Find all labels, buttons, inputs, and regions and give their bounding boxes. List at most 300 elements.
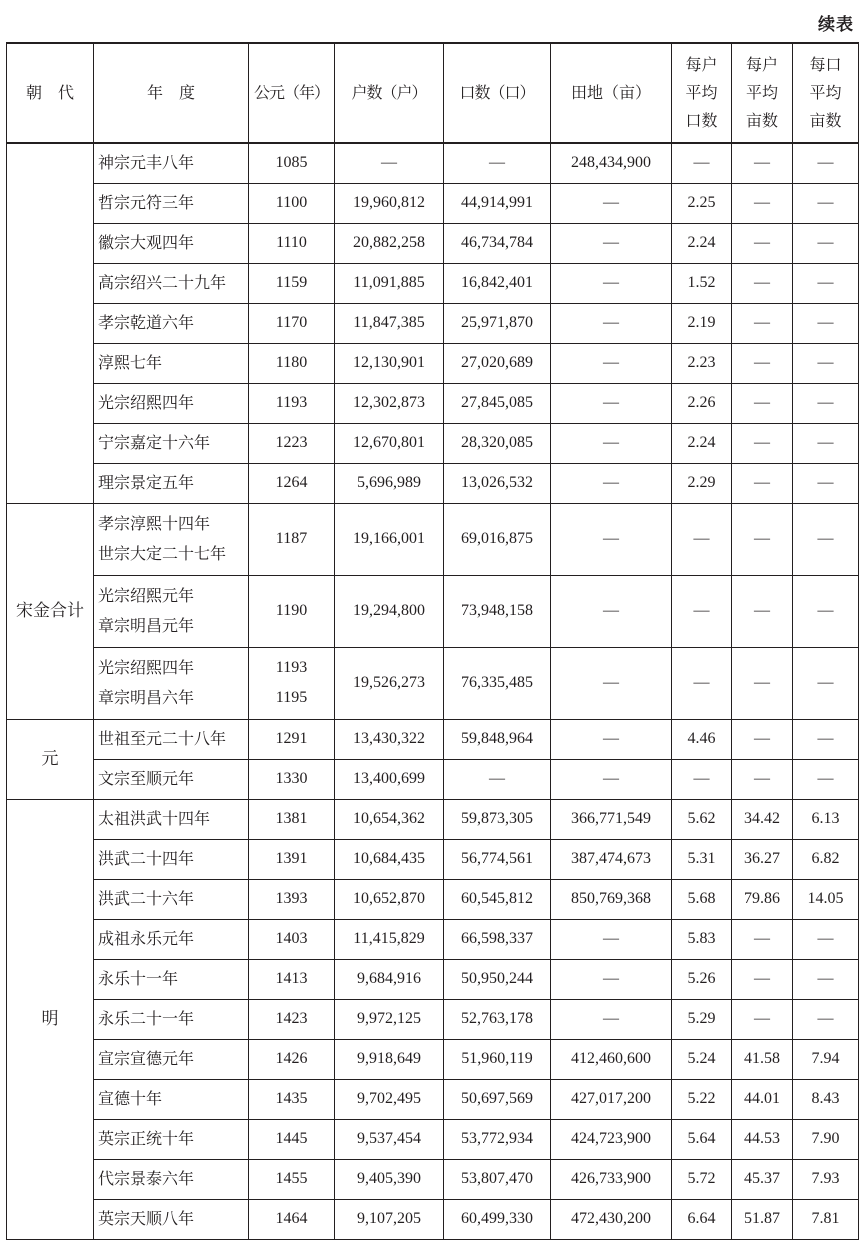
ad-year-line: 1180 [275,354,308,371]
ad-year-cell [249,959,335,999]
avg-land-per-household-cell: — [732,183,793,223]
avg-per-household-cell: 5.31 [672,839,732,879]
avg-per-household-cell: 5.83 [672,919,732,959]
households-cell: 19,166,001 [335,503,444,575]
year-name-cell [94,575,249,647]
households-cell: 19,960,812 [335,183,444,223]
households-cell: 10,684,435 [335,839,444,879]
land-cell: — [551,263,672,303]
ad-year-cell [249,183,335,223]
ad-year-line: 1291 [275,730,308,747]
header-line: 平均 [685,83,718,102]
table-row [7,719,859,759]
land-cell: 426,733,900 [551,1159,672,1199]
population-cell: 59,848,964 [444,719,551,759]
avg-land-per-household-cell: 44.01 [732,1079,793,1119]
year-name-line: 太祖洪武十四年 [98,809,211,828]
year-name-line: 理宗景定五年 [98,473,195,492]
ad-year-line: 1170 [275,314,308,331]
table-row [7,799,859,839]
year-name-cell [94,423,249,463]
year-name-cell [94,383,249,423]
ad-year-line: 1445 [275,1130,308,1147]
avg-land-per-household-cell: — [732,999,793,1039]
land-cell: 427,017,200 [551,1079,672,1119]
population-cell: 25,971,870 [444,303,551,343]
avg-land-per-person-cell: 7.81 [793,1199,859,1239]
ad-year-cell [249,223,335,263]
avg-land-per-person-cell: — [793,303,859,343]
year-name-line: 光宗绍熙四年 [98,393,195,412]
land-cell: — [551,303,672,343]
header-year: 年 度 [94,43,249,143]
avg-land-per-household-cell: — [732,343,793,383]
ad-year-line: 1393 [275,890,308,907]
households-cell: 11,091,885 [335,263,444,303]
avg-land-per-person-cell: — [793,423,859,463]
ad-year-line: 1193 [275,394,308,411]
population-cell: 60,499,330 [444,1199,551,1239]
households-cell: 9,702,495 [335,1079,444,1119]
header-land: 田地（亩） [551,43,672,143]
year-name-line: 宣德十年 [98,1089,163,1108]
population-cell: 53,772,934 [444,1119,551,1159]
households-cell: 9,537,454 [335,1119,444,1159]
year-name-cell [94,1039,249,1079]
avg-land-per-person-cell: — [793,343,859,383]
avg-per-household-cell: 5.62 [672,799,732,839]
avg-per-household-cell: — [672,503,732,575]
year-name-cell [94,263,249,303]
avg-land-per-person-cell: 6.13 [793,799,859,839]
avg-land-per-household-cell: — [732,423,793,463]
population-cell: 13,026,532 [444,463,551,503]
land-cell: 424,723,900 [551,1119,672,1159]
ad-year-cell [249,839,335,879]
population-cell: 60,545,812 [444,879,551,919]
ad-year-cell [249,799,335,839]
households-cell: 12,302,873 [335,383,444,423]
ad-year-cell [249,919,335,959]
header-line: 平均 [809,83,842,102]
year-name-cell [94,343,249,383]
avg-per-household-cell: 5.68 [672,879,732,919]
households-cell: 9,972,125 [335,999,444,1039]
land-cell: 412,460,600 [551,1039,672,1079]
population-cell: 69,016,875 [444,503,551,575]
ad-year-line: 1330 [275,770,308,787]
ad-year-cell [249,879,335,919]
avg-land-per-person-cell: — [793,263,859,303]
land-cell: — [551,503,672,575]
header-dynasty: 朝 代 [7,43,94,143]
ad-year-cell [249,143,335,183]
avg-land-per-person-cell: — [793,919,859,959]
avg-land-per-person-cell: 7.94 [793,1039,859,1079]
avg-per-household-cell: 4.46 [672,719,732,759]
ad-year-line: 1100 [275,194,308,211]
year-name-cell [94,839,249,879]
ad-year-cell [249,1079,335,1119]
ad-year-line: 1190 [275,602,308,619]
ad-year-line: 1391 [275,850,308,867]
year-name-cell [94,647,249,719]
land-cell: 850,769,368 [551,879,672,919]
year-name-cell [94,503,249,575]
land-cell: 366,771,549 [551,799,672,839]
avg-land-per-household-cell: 36.27 [732,839,793,879]
year-name-line: 永乐二十一年 [98,1009,195,1028]
land-cell: — [551,463,672,503]
avg-land-per-person-cell: — [793,503,859,575]
table-row [7,343,859,383]
header-line: 平均 [745,83,778,102]
land-cell: — [551,719,672,759]
table-row [7,839,859,879]
households-cell: 12,670,801 [335,423,444,463]
header-avg-land-per-person [793,43,859,143]
header-row [7,43,859,143]
households-cell: 19,526,273 [335,647,444,719]
land-cell: 472,430,200 [551,1199,672,1239]
land-cell: — [551,575,672,647]
dynasty-cell [7,143,94,503]
avg-land-per-household-cell: — [732,463,793,503]
table-row [7,959,859,999]
population-table [6,42,859,1240]
year-name-line: 孝宗乾道六年 [98,313,195,332]
table-row [7,503,859,575]
table-row [7,1119,859,1159]
avg-land-per-person-cell: — [793,719,859,759]
avg-land-per-household-cell: — [732,575,793,647]
land-cell: — [551,423,672,463]
land-cell: — [551,919,672,959]
avg-land-per-person-cell: — [793,575,859,647]
avg-land-per-household-cell: 34.42 [732,799,793,839]
households-cell: 20,882,258 [335,223,444,263]
avg-per-household-cell: 6.64 [672,1199,732,1239]
ad-year-line: 1464 [275,1210,308,1227]
ad-year-line: 1085 [275,154,308,172]
table-row [7,647,859,719]
ad-year-line: 1110 [276,234,307,251]
table-row [7,575,859,647]
avg-land-per-household-cell: — [732,647,793,719]
ad-year-cell [249,1039,335,1079]
households-cell: 9,684,916 [335,959,444,999]
land-cell: — [551,959,672,999]
ad-year-cell [249,1159,335,1199]
avg-land-per-person-cell: — [793,183,859,223]
avg-per-household-cell: 5.24 [672,1039,732,1079]
table-row [7,383,859,423]
population-cell: 59,873,305 [444,799,551,839]
households-cell: 13,400,699 [335,759,444,799]
year-name-line: 文宗至顺元年 [98,769,195,788]
year-name-line: 世祖至元二十八年 [98,729,227,748]
year-name-cell [94,1159,249,1199]
households-cell: 11,847,385 [335,303,444,343]
year-name-line: 章宗明昌六年 [98,688,195,707]
year-name-line: 英宗天顺八年 [98,1209,195,1228]
table-body [7,143,859,1239]
year-name-line: 神宗元丰八年 [98,153,195,173]
ad-year-line: 1423 [275,1010,308,1027]
year-name-cell [94,143,249,183]
year-name-line: 成祖永乐元年 [98,929,195,948]
population-cell: — [444,143,551,183]
ad-year-line: 1223 [275,434,308,451]
ad-year-cell [249,1199,335,1239]
population-cell: 50,950,244 [444,959,551,999]
header-population: 口数（口） [444,43,551,143]
ad-year-cell [249,647,335,719]
table-row [7,759,859,799]
header-households: 户数（户） [335,43,444,143]
population-cell: 73,948,158 [444,575,551,647]
avg-land-per-household-cell: — [732,383,793,423]
year-name-line: 洪武二十四年 [98,849,195,868]
year-name-line: 洪武二十六年 [98,889,195,908]
year-name-line: 光宗绍熙元年 [98,586,195,605]
avg-per-household-cell: 2.29 [672,463,732,503]
year-name-line: 哲宗元符三年 [98,193,195,212]
avg-per-household-cell: 1.52 [672,263,732,303]
ad-year-cell [249,503,335,575]
avg-per-household-cell: 2.24 [672,423,732,463]
header-line: 每户 [745,55,778,74]
population-cell: 27,845,085 [444,383,551,423]
avg-land-per-person-cell: — [793,959,859,999]
households-cell: 10,654,362 [335,799,444,839]
year-name-cell [94,1119,249,1159]
population-cell: 76,335,485 [444,647,551,719]
avg-land-per-household-cell: — [732,303,793,343]
households-cell: 9,107,205 [335,1199,444,1239]
header-line: 每户 [685,55,718,74]
ad-year-line: 1195 [275,689,308,706]
land-cell: 248,434,900 [551,143,672,183]
population-cell: 46,734,784 [444,223,551,263]
population-cell: 56,774,561 [444,839,551,879]
population-cell: 52,763,178 [444,999,551,1039]
population-cell: — [444,759,551,799]
avg-per-household-cell: 5.26 [672,959,732,999]
header-avg-per-household [672,43,732,143]
avg-land-per-household-cell: — [732,759,793,799]
table-row [7,183,859,223]
ad-year-cell [249,463,335,503]
ad-year-cell [249,759,335,799]
year-name-cell [94,1199,249,1239]
ad-year-cell [249,719,335,759]
ad-year-line: 1413 [275,970,308,987]
avg-per-household-cell: — [672,143,732,183]
header-line: 亩数 [745,111,778,130]
avg-land-per-person-cell: — [793,463,859,503]
ad-year-line: 1435 [275,1090,308,1107]
year-name-cell [94,463,249,503]
population-cell: 44,914,991 [444,183,551,223]
population-cell: 53,807,470 [444,1159,551,1199]
ad-year-cell [249,999,335,1039]
households-cell: 13,430,322 [335,719,444,759]
population-cell: 51,960,119 [444,1039,551,1079]
ad-year-line: 1455 [275,1170,308,1187]
avg-land-per-household-cell: — [732,719,793,759]
table-row [7,263,859,303]
avg-land-per-household-cell: 79.86 [732,879,793,919]
avg-land-per-household-cell: 41.58 [732,1039,793,1079]
avg-land-per-person-cell: — [793,143,859,183]
avg-per-household-cell: — [672,647,732,719]
land-cell: — [551,759,672,799]
land-cell: 387,474,673 [551,839,672,879]
year-name-line: 英宗正统十年 [98,1129,195,1148]
avg-per-household-cell: 5.64 [672,1119,732,1159]
avg-per-household-cell: 5.29 [672,999,732,1039]
header-line: 口数 [685,111,718,130]
year-name-cell [94,919,249,959]
year-name-line: 孝宗淳熙十四年 [98,514,211,533]
year-name-line: 光宗绍熙四年 [98,658,195,677]
avg-land-per-person-cell: — [793,999,859,1039]
year-name-cell [94,999,249,1039]
avg-land-per-person-cell: 14.05 [793,879,859,919]
year-name-cell [94,183,249,223]
avg-per-household-cell: — [672,575,732,647]
ad-year-cell [249,423,335,463]
ad-year-line: 1193 [275,659,308,676]
ad-year-line: 1381 [275,810,308,827]
avg-per-household-cell: 2.24 [672,223,732,263]
continued-label: 续表 [818,15,854,35]
header-line: 每口 [809,55,842,74]
population-cell: 66,598,337 [444,919,551,959]
avg-per-household-cell: 5.22 [672,1079,732,1119]
avg-land-per-household-cell: — [732,919,793,959]
year-name-line: 高宗绍兴二十九年 [98,273,227,292]
table-row [7,1039,859,1079]
households-cell: 9,918,649 [335,1039,444,1079]
avg-per-household-cell: — [672,759,732,799]
table-row [7,223,859,263]
population-cell: 16,842,401 [444,263,551,303]
avg-land-per-person-cell: 7.90 [793,1119,859,1159]
table-row [7,143,859,183]
land-cell: — [551,383,672,423]
avg-land-per-person-cell: 7.93 [793,1159,859,1199]
avg-land-per-household-cell: — [732,503,793,575]
avg-land-per-person-cell: 6.82 [793,839,859,879]
table-row [7,919,859,959]
ad-year-cell [249,1119,335,1159]
avg-land-per-person-cell: 8.43 [793,1079,859,1119]
land-cell: — [551,183,672,223]
header-avg-land-per-household [732,43,793,143]
avg-land-per-person-cell: — [793,759,859,799]
table-row [7,463,859,503]
dynasty-cell: 宋金合计 [7,503,94,719]
year-name-line: 宣宗宣德元年 [98,1049,195,1068]
avg-land-per-household-cell: — [732,143,793,183]
land-cell: — [551,223,672,263]
avg-per-household-cell: 2.26 [672,383,732,423]
ad-year-line: 1403 [275,930,308,947]
households-cell: 12,130,901 [335,343,444,383]
year-name-cell [94,1079,249,1119]
ad-year-cell [249,303,335,343]
avg-land-per-household-cell: — [732,223,793,263]
avg-land-per-household-cell: 51.87 [732,1199,793,1239]
population-cell: 27,020,689 [444,343,551,383]
year-name-cell [94,223,249,263]
avg-per-household-cell: 2.23 [672,343,732,383]
households-cell: 10,652,870 [335,879,444,919]
land-cell: — [551,999,672,1039]
year-name-line: 世宗大定二十七年 [98,544,227,563]
ad-year-line: 1187 [275,530,308,547]
year-name-cell [94,879,249,919]
ad-year-cell [249,343,335,383]
dynasty-cell: 元 [7,719,94,799]
land-cell: — [551,647,672,719]
header-line: 亩数 [809,111,842,130]
avg-land-per-person-cell: — [793,383,859,423]
table-row [7,999,859,1039]
ad-year-cell [249,383,335,423]
year-name-line: 宁宗嘉定十六年 [98,433,211,452]
table-row [7,1159,859,1199]
avg-per-household-cell: 5.72 [672,1159,732,1199]
avg-land-per-person-cell: — [793,647,859,719]
year-name-line: 徽宗大观四年 [98,233,195,252]
avg-per-household-cell: 2.19 [672,303,732,343]
households-cell: 11,415,829 [335,919,444,959]
year-name-cell [94,719,249,759]
year-name-cell [94,959,249,999]
header-ad: 公元（年） [249,43,335,143]
land-cell: — [551,343,672,383]
table-row [7,423,859,463]
households-cell: 19,294,800 [335,575,444,647]
ad-year-line: 1159 [275,274,308,291]
avg-land-per-household-cell: — [732,263,793,303]
table-row [7,1079,859,1119]
year-name-cell [94,759,249,799]
table-row [7,1199,859,1239]
population-cell: 50,697,569 [444,1079,551,1119]
year-name-cell [94,303,249,343]
table-row [7,303,859,343]
avg-land-per-household-cell: 45.37 [732,1159,793,1199]
dynasty-cell: 明 [7,799,94,1239]
year-name-line: 代宗景泰六年 [98,1169,195,1188]
year-name-line: 章宗明昌元年 [98,616,195,635]
ad-year-line: 1426 [275,1050,308,1067]
year-name-cell [94,799,249,839]
population-cell: 28,320,085 [444,423,551,463]
households-cell: 5,696,989 [335,463,444,503]
households-cell: 9,405,390 [335,1159,444,1199]
avg-land-per-household-cell: — [732,959,793,999]
households-cell: — [335,143,444,183]
avg-land-per-household-cell: 44.53 [732,1119,793,1159]
table-row [7,879,859,919]
year-name-line: 淳熙七年 [98,353,163,372]
ad-year-line: 1264 [275,474,308,491]
